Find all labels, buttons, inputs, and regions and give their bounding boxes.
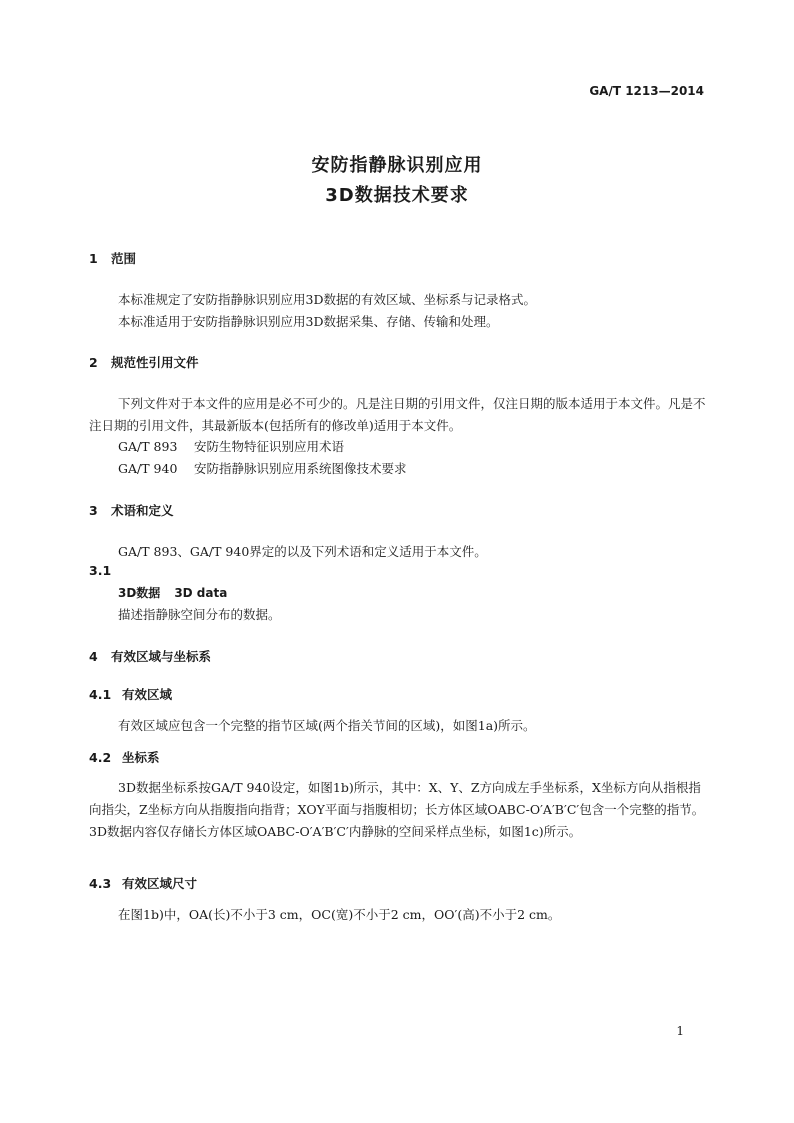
term-english: 3D data: [174, 586, 228, 600]
section-title: 范围: [111, 251, 137, 266]
section-4-3-paragraph: 在图1b)中，OA(长)不小于3 cm，OC(宽)不小于2 cm，OO′(高)不小于2 cm。: [118, 907, 561, 922]
section-1-paragraph-2: 本标准适用于安防指静脉识别应用3D数据采集、存储、传输和处理。: [118, 314, 499, 329]
section-3-heading: [89, 501, 174, 519]
section-number: 2: [89, 355, 98, 370]
section-title: 坐标系: [122, 750, 160, 765]
section-1-paragraph-1: 本标准规定了安防指静脉识别应用3D数据的有效区域、坐标系与记录格式。: [118, 292, 536, 307]
reference-title: 安防生物特征识别应用术语: [194, 439, 345, 454]
section-2-heading: [89, 353, 199, 371]
section-number: 4: [89, 649, 98, 664]
normative-reference: [118, 437, 344, 455]
reference-title: 安防指静脉识别应用系统图像技术要求: [194, 461, 407, 476]
section-number: 4.1: [89, 687, 112, 702]
section-title: 有效区域: [122, 687, 173, 702]
section-title: 术语和定义: [111, 503, 174, 518]
section-title: 有效区域与坐标系: [111, 649, 212, 664]
section-number: 4.3: [89, 876, 112, 891]
section-number: 4.2: [89, 750, 112, 765]
document-title-line2: 3D数据技术要求: [325, 185, 469, 206]
section-number: 3: [89, 503, 98, 518]
section-4-heading: [89, 647, 211, 665]
section-title: 有效区域尺寸: [122, 876, 198, 891]
section-4-2-paragraph: 3D数据坐标系按GA/T 940设定，如图1b)所示，其中：X、Y、Z方向成左手坐标系，X坐标方向从指根指向指尖，Z坐标方向从指腹指向指背；XOY平面与指腹相切；长方体区域OABC-O′A′B′C′包含一个完整的指节。3D数据内容仅存储长方体区域OABC-O′A′B′C′内静脉的空间采样点坐标，如图1c)所示。: [89, 780, 705, 839]
section-1-heading: [89, 249, 136, 267]
section-4-3-heading: [89, 874, 197, 892]
reference-code: GA/T 940: [118, 461, 178, 476]
section-title: 规范性引用文件: [111, 355, 199, 370]
section-4-2-heading: [89, 748, 160, 766]
section-2-paragraph-1: 下列文件对于本文件的应用是必不可少的。凡是注日期的引用文件，仅注日期的版本适用于本文件。凡是不注日期的引用文件，其最新版本(包括所有的修改单)适用于本文件。: [89, 396, 706, 433]
term-definition: 描述指静脉空间分布的数据。: [118, 607, 281, 622]
section-3-paragraph-1: GA/T 893、GA/T 940界定的以及下列术语和定义适用于本文件。: [118, 544, 487, 559]
page-number: 1: [676, 1024, 684, 1038]
section-4-1-paragraph: 有效区域应包含一个完整的指节区域(两个指关节间的区域)，如图1a)所示。: [118, 718, 536, 733]
normative-reference: [118, 459, 407, 477]
term-number: 3.1: [89, 563, 112, 578]
section-4-1-heading: [89, 685, 172, 703]
reference-code: GA/T 893: [118, 439, 178, 454]
section-number: 1: [89, 251, 98, 266]
standard-number: GA/T 1213—2014: [589, 84, 704, 98]
document-title-line1: 安防指静脉识别应用: [311, 155, 483, 176]
term-chinese: 3D数据: [118, 586, 161, 600]
term-entry: [118, 584, 227, 601]
